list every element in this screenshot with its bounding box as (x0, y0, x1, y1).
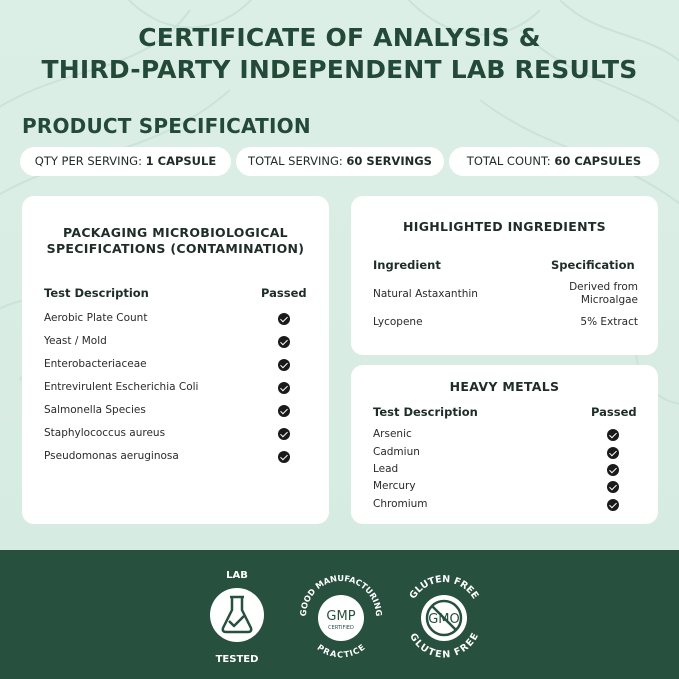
ingredient-spec-line-2: Microalgae (580, 294, 638, 306)
gluten-free-gmo-badge (397, 562, 491, 670)
check-icon (278, 382, 290, 394)
metal-row-label: Arsenic (373, 428, 412, 440)
gmp-ring-bottom-text: PRACTICE (315, 642, 367, 660)
check-icon (278, 313, 290, 325)
check-icon (607, 481, 619, 493)
micro-title-line-1: PACKAGING MICROBIOLOGICAL (63, 225, 288, 240)
gmp-sub-text: CERTIFIED (328, 625, 354, 631)
metal-row-label: Mercury (373, 480, 416, 492)
micro-row-label: Yeast / Mold (44, 335, 107, 347)
pill-qty-label: QTY PER SERVING: (34, 154, 146, 168)
highlighted-ingredients-card (351, 196, 658, 355)
micro-col-test-description: Test Description (44, 286, 149, 300)
pill-total-serving (236, 147, 444, 176)
pill-total-count (449, 147, 659, 176)
micro-row-label: Pseudomonas aeruginosa (44, 450, 179, 462)
gluten-bottom-text: GLUTEN FREE (407, 631, 481, 661)
metal-row-label: Cadmiun (373, 446, 420, 458)
metal-row-label: Lead (373, 463, 399, 475)
lab-tested-badge (192, 564, 282, 668)
footer-badges-bar (0, 550, 679, 679)
microbiological-card (22, 196, 329, 524)
check-icon (607, 429, 619, 441)
micro-row-label: Staphylococcus aureus (44, 427, 166, 439)
pill-qty-per-serving (20, 147, 231, 176)
title-line-2: THIRD-PARTY INDEPENDENT LAB RESULTS (41, 55, 638, 84)
ingredients-col-specification: Specification (551, 258, 635, 272)
product-specification-heading: PRODUCT SPECIFICATION (22, 114, 311, 138)
micro-card-title (22, 225, 329, 257)
micro-row-label: Aerobic Plate Count (44, 312, 148, 324)
ingredients-col-ingredient: Ingredient (373, 258, 441, 272)
gmo-center-text: GMO (428, 612, 460, 627)
micro-row-label: Entrevirulent Escherichia Coli (44, 381, 199, 393)
check-icon (607, 464, 619, 476)
ingredient-name: Natural Astaxanthin (373, 288, 478, 300)
lab-top-text: LAB (226, 570, 248, 581)
ingredient-spec (569, 281, 638, 307)
pill-count-value: 60 CAPSULES (554, 154, 642, 168)
spec-pills (20, 147, 660, 177)
check-icon (607, 447, 619, 459)
metals-card-title: HEAVY METALS (449, 379, 560, 394)
pill-qty-value: 1 CAPSULE (145, 154, 217, 168)
page-title (0, 22, 679, 86)
gmp-badge (294, 562, 388, 670)
gmp-center-text: GMP (326, 609, 356, 624)
ingredients-card-title: HIGHLIGHTED INGREDIENTS (403, 219, 606, 234)
pill-serving-label: TOTAL SERVING: (248, 154, 347, 168)
gluten-top-text: GLUTEN FREE (407, 573, 481, 602)
heavy-metals-card (351, 365, 658, 524)
check-icon (607, 499, 619, 511)
ingredient-spec-line-1: Derived from (569, 281, 638, 293)
check-icon (278, 428, 290, 440)
micro-col-passed: Passed (261, 286, 307, 300)
title-line-1: CERTIFICATE OF ANALYSIS & (138, 23, 541, 52)
gmp-ring-top-text: GOOD MANUFACTURING (297, 572, 385, 617)
metals-col-test-description: Test Description (373, 405, 478, 419)
check-icon (278, 336, 290, 348)
check-icon (278, 405, 290, 417)
metals-col-passed: Passed (591, 405, 637, 419)
micro-row-label: Enterobacteriaceae (44, 358, 147, 370)
check-icon (278, 451, 290, 463)
metal-row-label: Chromium (373, 498, 428, 510)
check-icon (278, 359, 290, 371)
ingredient-spec: 5% Extract (580, 316, 638, 328)
pill-serving-value: 60 SERVINGS (346, 154, 432, 168)
lab-bottom-text: TESTED (215, 654, 259, 665)
micro-title-line-2: SPECIFICATIONS (CONTAMINATION) (46, 241, 305, 256)
micro-row-label: Salmonella Species (44, 404, 146, 416)
pill-count-label: TOTAL COUNT: (466, 154, 555, 168)
ingredient-name: Lycopene (373, 316, 423, 328)
